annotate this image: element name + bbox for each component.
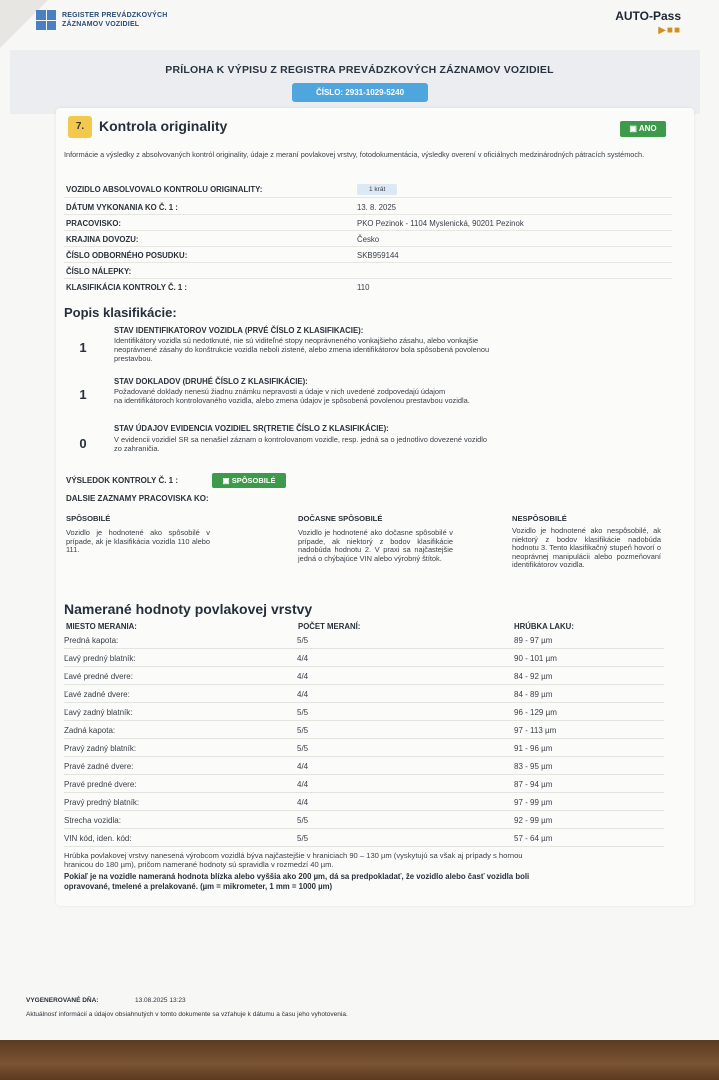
capable-heading: SPÔSOBILÉ [66, 514, 111, 523]
section-title: Kontrola originality [99, 118, 228, 134]
divider [64, 214, 672, 215]
generated-label: VYGENEROVANÉ DŇA: [26, 997, 99, 1004]
car-icon: ▶■■ [658, 25, 681, 36]
detail-value: 13. 8. 2025 [357, 203, 397, 212]
cell-thickness: 96 - 129 µm [514, 708, 557, 717]
cell-thickness: 91 - 96 µm [514, 744, 553, 753]
cell-thickness: 97 - 99 µm [514, 798, 553, 807]
cell-location: Pravý zadný blatník: [64, 744, 137, 753]
thickness-note-line: hranicou do 180 µm), pričom namerané hodnoty sú spravidla v rozmedzí 40 µm. [64, 860, 334, 869]
result-badge-label: SPÔSOBILÉ [231, 476, 276, 485]
table-row [64, 757, 664, 775]
result-badge: ▣ SPÔSOBILÉ [212, 473, 286, 488]
cell-count: 5/5 [297, 744, 309, 753]
cell-location: Strecha vozidla: [64, 816, 121, 825]
cell-location: Pravý predný blatník: [64, 798, 140, 807]
cell-location: Ľavé zadné dvere: [64, 690, 130, 699]
cell-location: Zadná kapota: [64, 726, 116, 735]
cell-location: VIN kód, iden. kód: [64, 834, 132, 843]
column-header-count: POČET MERANÍ: [298, 622, 361, 631]
logo-line-2: ZÁZNAMOV VOZIDIEL [62, 21, 140, 28]
column-header-location: MIESTO MERANIA: [66, 622, 137, 631]
cell-count: 5/5 [297, 636, 309, 645]
footer-note: Aktuálnosť informácií a údajov obsiahnutých v tomto dokumente sa vzťahuje k dátumu a času jeho vyhotovenia. [26, 1011, 348, 1018]
cell-count: 4/4 [297, 762, 309, 771]
detail-label: PRACOVISKO: [66, 219, 122, 228]
result-label: VÝSLEDOK KONTROLY Č. 1 : [66, 476, 179, 485]
document-title: PRÍLOHA K VÝPISU Z REGISTRA PREVÁDZKOVÝCH ZÁZNAMOV VOZIDIEL [165, 64, 554, 76]
cell-thickness: 90 - 101 µm [514, 654, 557, 663]
cell-thickness: 87 - 94 µm [514, 780, 553, 789]
divider [64, 262, 672, 263]
table-row [64, 811, 664, 829]
detail-value: 110 [357, 283, 370, 292]
classification-number: 1 [79, 340, 87, 355]
classification-text-line: prestavbou. [114, 354, 153, 363]
temporary-text: Vozidlo je hodnotené ako dočasne spôsobilé v prípade, ak niektorý z bodov klasifikácie nadobúda hodnotu 2. V praxi sa najčastejšie jedná o chýbajúce VIN alebo výrobný štítok. [298, 528, 453, 563]
table-row [64, 667, 664, 685]
status-badge: ▣ ANO [620, 121, 666, 137]
detail-label: ČÍSLO NÁLEPKY: [66, 267, 132, 276]
cell-count: 5/5 [297, 726, 309, 735]
temporary-heading: DOČASNE SPÔSOBILÉ [298, 514, 383, 523]
detail-label: ČÍSLO ODBORNÉHO POSUDKU: [66, 251, 188, 260]
cell-count: 4/4 [297, 690, 309, 699]
cell-thickness: 97 - 113 µm [514, 726, 557, 735]
brand-name: AUTO-Pass [615, 9, 681, 23]
cell-thickness: 57 - 64 µm [514, 834, 553, 843]
cell-location: Ľavý zadný blatník: [64, 708, 133, 717]
cell-count: 5/5 [297, 834, 309, 843]
detail-label: VOZIDLO ABSOLVOVALO KONTROLU ORIGINALITY: [66, 185, 263, 194]
detail-label: DÁTUM VYKONANIA KO Č. 1 : [66, 203, 178, 212]
classification-text-line: V evidencii vozidiel SR sa nenašiel záznam o kontrolovanom vozidle, resp. jedná sa o jednotlivo dovezené vozidlo [114, 435, 488, 444]
count-badge: 1 krát [357, 184, 397, 195]
thickness-warning [64, 872, 674, 891]
register-logo [36, 10, 168, 30]
register-logo-icon [36, 10, 56, 30]
detail-value: SKB959144 [357, 251, 399, 260]
table-row [64, 631, 664, 649]
table-row [64, 829, 664, 847]
cell-thickness: 84 - 89 µm [514, 690, 553, 699]
incapable-text: Vozidlo je hodnotené ako nespôsobilé, ak niektorý z bodov klasifikácie nadobúda hodnotu 3. Tento klasifikačný stupeň hovorí o neoprávnej manipulácii alebo pozmeňovaní identifikátorov vozidla. [512, 526, 661, 570]
cell-count: 5/5 [297, 708, 309, 717]
incapable-heading: NESPÔSOBILÉ [512, 514, 567, 523]
column-header-thickness: HRÚBKA LAKU: [514, 622, 574, 631]
cell-thickness: 83 - 95 µm [514, 762, 553, 771]
classification-heading: STAV ÚDAJOV EVIDENCIA VOZIDIEL SR(TRETIE ČÍSLO Z KLASIFIKÁCIE): [114, 424, 389, 433]
table-row [64, 775, 664, 793]
classification-text-line: na identifikátoroch kontrolovaného vozidla, alebo zmena údajov je spôsobená povolenou prestavbou vozidla. [114, 396, 470, 405]
cell-location: Ľavé predné dvere: [64, 672, 133, 681]
cell-location: Ľavý predný blatník: [64, 654, 136, 663]
document-number-badge: ČÍSLO: 2931-1029-5240 [292, 83, 428, 102]
detail-value: PKO Pezinok - 1104 Myslenická, 90201 Pezinok [357, 219, 524, 228]
warning-line: Pokiaľ je na vozidle nameraná hodnota blízka alebo vyššia ako 200 µm, dá sa predpokladať, že vozidlo alebo časť vozidla boli [64, 872, 530, 881]
divider [64, 230, 672, 231]
generated-value: 13.08.2025 13:23 [135, 997, 186, 1004]
table-surface [0, 1040, 719, 1080]
cell-thickness: 84 - 92 µm [514, 672, 553, 681]
table-row [64, 721, 664, 739]
additional-records-label: DALSIE ZAZNAMY PRACOVISKA KO: [66, 494, 209, 503]
classification-text-line: Požadované doklady nenesú žiadnu známku nepravosti a údaje v nich uvedené zodpovedajú údajom [114, 387, 446, 396]
thickness-note-line: Hrúbka povlakovej vrstvy nanesená výrobcom vozidlá býva najčastejšie v hraniciach 90 – 130 µm (vyskytujú sa však aj prípady s hornou [64, 851, 523, 860]
detail-value: Česko [357, 235, 380, 244]
classification-number: 0 [79, 436, 87, 451]
cell-location: Pravé predné dvere: [64, 780, 137, 789]
classification-title: Popis klasifikácie: [64, 305, 177, 320]
divider [64, 197, 672, 198]
classification-text-line: Identifikátory vozidla sú nedotknuté, nie sú viditeľné stopy neoprávneného vonkajšieho zásahu, alebo vonkajšie [114, 336, 479, 345]
detail-value [357, 184, 397, 193]
table-row [64, 703, 664, 721]
warning-line: opravované, tmelené a prelakované. (µm = mikrometer, 1 mm = 1000 µm) [64, 881, 333, 891]
divider [64, 278, 672, 279]
autopass-brand [615, 9, 681, 36]
logo-line-1: REGISTER PREVÁDZKOVÝCH [62, 12, 168, 19]
cell-count: 4/4 [297, 672, 309, 681]
table-row [64, 685, 664, 703]
divider [64, 246, 672, 247]
status-label: ANO [638, 124, 657, 133]
cell-count: 4/4 [297, 798, 309, 807]
section-intro: Informácie a výsledky z absolvovaných kontról originality, údaje z meraní povlakovej vrstvy, fotodokumentácia, výsledky overení v oficiálnych medzinárodných pátracích systémoch. [64, 150, 645, 159]
classification-heading: STAV DOKLADOV (DRUHÉ ČÍSLO Z KLASIFIKÁCIE): [114, 377, 308, 386]
title-band [10, 50, 700, 114]
generated-info [26, 997, 186, 1004]
measurements-title: Namerané hodnoty povlakovej vrstvy [64, 601, 313, 617]
table-row [64, 793, 664, 811]
classification-number: 1 [79, 387, 87, 402]
detail-label: KRAJINA DOVOZU: [66, 235, 139, 244]
detail-label: KLASIFIKÁCIA KONTROLY Č. 1 : [66, 283, 188, 292]
cell-thickness: 89 - 97 µm [514, 636, 553, 645]
capable-text: Vozidlo je hodnotené ako spôsobilé v prípade, ak je klasifikácia vozidla 110 alebo 111. [66, 528, 210, 555]
classification-heading: STAV IDENTIFIKATOROV VOZIDLA (PRVÉ ČÍSLO Z KLASIFIKACIE): [114, 326, 364, 335]
cell-location: Pravé zadné dvere: [64, 762, 134, 771]
classification-text-line: neoprávnené zásahy do konštrukcie vozidla neboli zistené, alebo zmena identifikátorov bola spôsobená povolenou [114, 345, 490, 354]
section-number: 7. [68, 116, 92, 138]
table-row [64, 739, 664, 757]
cell-location: Predná kapota: [64, 636, 119, 645]
table-row [64, 649, 664, 667]
cell-count: 4/4 [297, 780, 309, 789]
classification-text-line: zo zahraničia. [114, 444, 160, 453]
cell-thickness: 92 - 99 µm [514, 816, 553, 825]
cell-count: 5/5 [297, 816, 309, 825]
cell-count: 4/4 [297, 654, 309, 663]
